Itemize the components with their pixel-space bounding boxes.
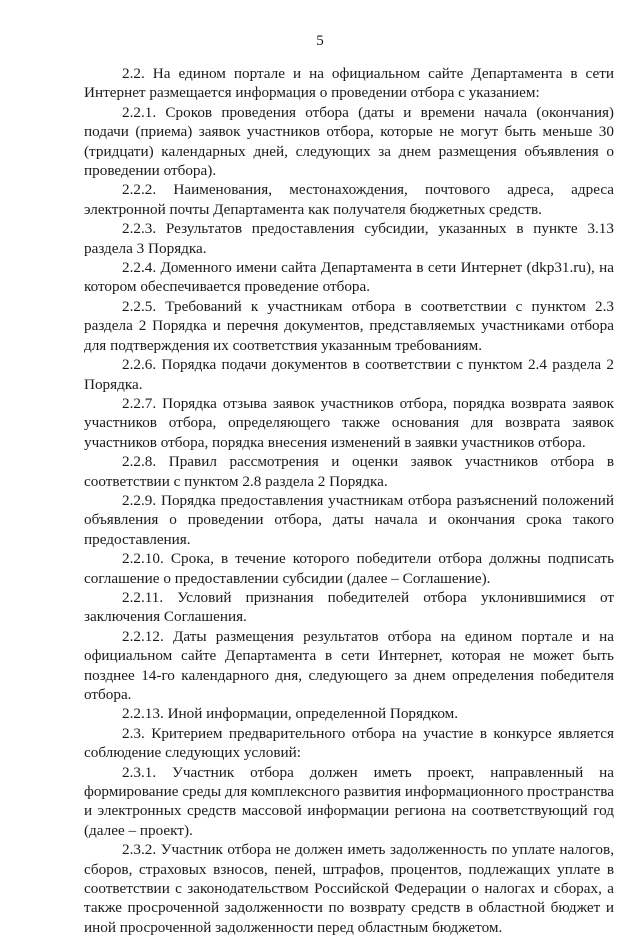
paragraph-2-2-1: 2.2.1. Сроков проведения отбора (даты и времени начала (окончания) подачи (приема) заявок участников отбора, которые не могут быть меньше 30 (тридцати) календарных дней, следующих за днем размещения объявления о проведении отбора). [84, 103, 614, 180]
paragraph-2-2-7: 2.2.7. Порядка отзыва заявок участников отбора, порядка возврата заявок участников отбора, определяющего также основания для возврата заявок участников отбора, порядка внесения изменений в заявки участников отбора. [84, 394, 614, 451]
paragraph-2-2-11: 2.2.11. Условий признания победителей отбора уклонившимися от заключения Соглашения. [84, 588, 614, 626]
paragraph-2-3-2: 2.3.2. Участник отбора не должен иметь задолженность по уплате налогов, сборов, страховых взносов, пеней, штрафов, процентов, подлежащих уплате в соответствии с законодательством Российской Федерации о налогах и сборах, а также просроченной задолженности по возврату средств в областной бюджет и иной просроченной задолженности перед областным бюджетом. [84, 841, 614, 936]
paragraph-2-2-4: 2.2.4. Доменного имени сайта Департамента в сети Интернет (dkp31.ru), на котором обеспечивается проведение отбора. [84, 259, 614, 296]
document-body [84, 64, 614, 937]
paragraph-2-2-8: 2.2.8. Правил рассмотрения и оценки заявок участников отбора в соответствии с пунктом 2.8 раздела 2 Порядка. [84, 453, 614, 490]
paragraph-2-2-3: 2.2.3. Результатов предоставления субсидии, указанных в пункте 3.13 раздела 3 Порядка. [84, 220, 614, 257]
paragraph-2-3: 2.3. Критерием предварительного отбора на участие в конкурсе является соблюдение следующих условий: [84, 724, 614, 762]
paragraph-2-2: 2.2. На едином портале и на официальном сайте Департамента в сети Интернет размещается информация о проведении отбора с указанием: [84, 65, 614, 102]
paragraph-2-2-10: 2.2.10. Срока, в течение которого победители отбора должны подписать соглашение о предоставлении субсидии (далее – Соглашение). [84, 550, 614, 587]
paragraph-2-2-13: 2.2.13. Иной информации, определенной Порядком. [122, 705, 459, 723]
paragraph-2-2-9: 2.2.9. Порядка предоставления участникам отбора разъяснений положений объявления о проведении отбора, даты начала и окончания срока такого предоставления. [84, 491, 614, 548]
paragraph-2-2-12: 2.2.12. Даты размещения результатов отбора на едином портале и на официальном сайте Департамента в сети Интернет, которая не может быть позднее 14-го календарного дня, следующего за днем определения победителя отбора. [84, 627, 614, 703]
page-number: 5 [316, 33, 324, 49]
paragraph-2-2-2: 2.2.2. Наименования, местонахождения, почтового адреса, адреса электронной почты Департамента как получателя бюджетных средств. [84, 181, 614, 218]
paragraph-2-2-6: 2.2.6. Порядка подачи документов в соответствии с пунктом 2.4 раздела 2 Порядка. [84, 356, 614, 393]
paragraph-2-3-1: 2.3.1. Участник отбора должен иметь проект, направленный на формирование среды для комплексного развития информационного пространства и электронных средств массовой информации региона на соответствующий год (далее – проект). [84, 763, 614, 839]
paragraph-2-2-5: 2.2.5. Требований к участникам отбора в соответствии с пунктом 2.3 раздела 2 Порядка и перечня документов, представляемых участниками отбора для подтверждения их соответствия указанным требованиям. [84, 297, 614, 354]
